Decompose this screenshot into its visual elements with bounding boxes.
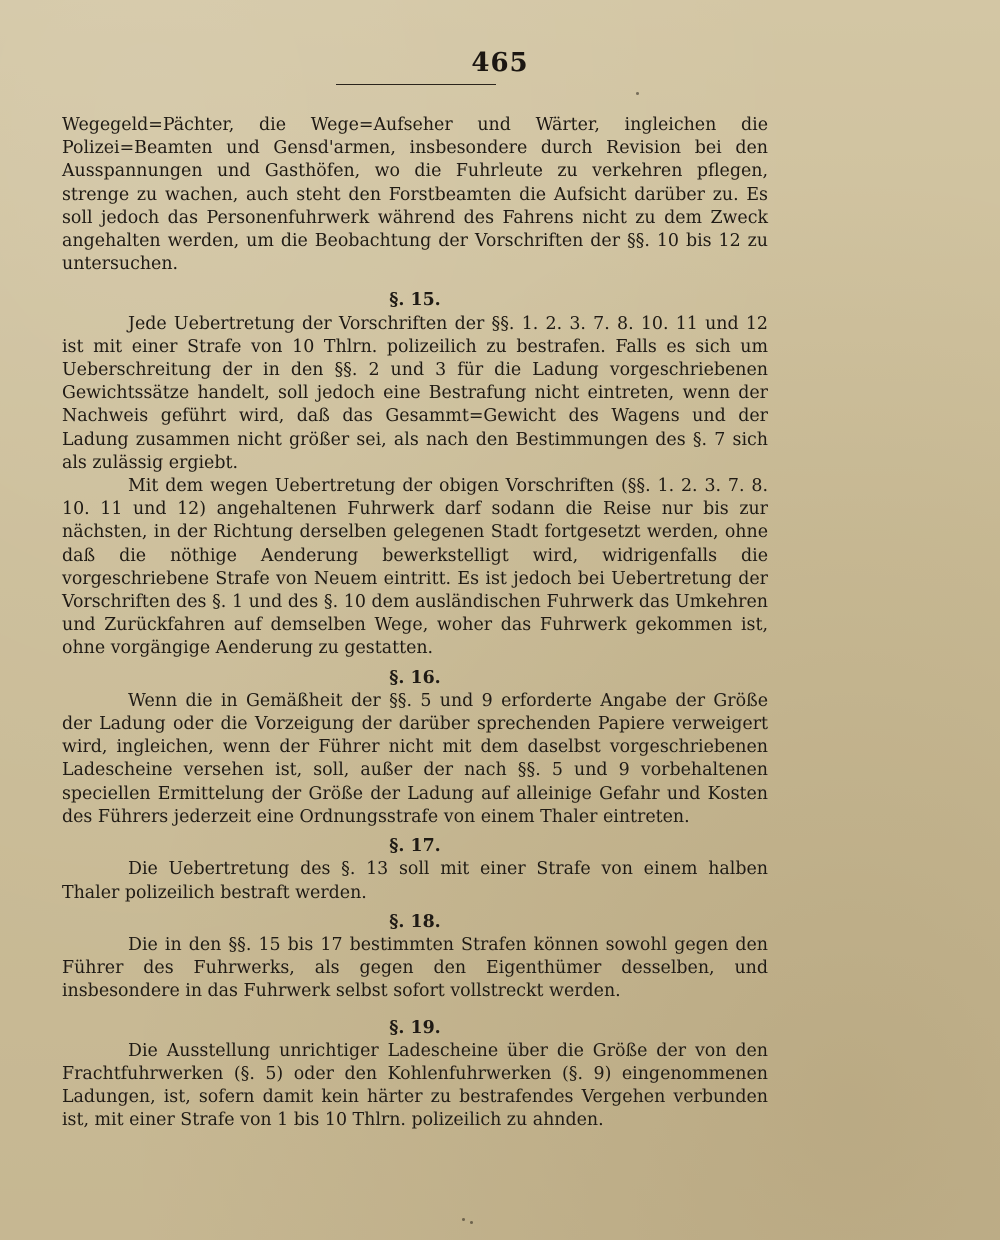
page-number: 465 (471, 48, 529, 78)
paragraph-17: Die Uebertretung des §. 13 soll mit einer Strafe von einem halben Thaler polizeilich bestraft werden. (62, 859, 768, 903)
page-header (0, 48, 1000, 78)
paragraph-15-2: Mit dem wegen Uebertretung der obigen Vorschriften (§§. 1. 2. 3. 7. 8. 10. 11 und 12) angehaltenen Fuhrwerk darf sodann die Reise nur bis zur nächsten, in der Richtung derselben gelegenen Stadt fortgesetzt werden, ohne daß die nöthige Aenderung bewerkstelligt wird, widrigenfalls die vorgeschriebene Strafe von Neuem eintritt. Es ist jedoch bei Uebertretung der Vorschriften des §. 1 und des §. 10 dem ausländischen Fuhrwerk das Umkehren und Zurückfahren auf demselben Wege, woher das Fuhrwerk gekommen ist, ohne vorgängige Aenderung zu gestatten. (62, 476, 768, 659)
section-heading-16: §. 16. (389, 667, 441, 688)
section-heading-15: §. 15. (389, 290, 441, 311)
paragraph-16: Wenn die in Gemäßheit der §§. 5 und 9 erforderte Angabe der Größe der Ladung oder die Vorzeigung der darüber sprechenden Papiere verweigert wird, ingleichen, wenn der Führer nicht mit dem daselbst vorgeschriebenen Ladescheine versehen ist, soll, außer der nach §§. 5 und 9 vorbehaltenen speciellen Ermittelung der Größe der Ladung auf alleinige Gefahr und Kosten des Führers jederzeit eine Ordnungsstrafe von einem Thaler eintreten. (62, 690, 768, 827)
section-heading-19: §. 19. (389, 1017, 441, 1038)
paragraph-continuation: Wegegeld=Pächter, die Wege=Aufseher und Wärter, ingleichen die Polizei=Beamten und Gensd'armen, insbesondere durch Revision bei den Ausspannungen und Gasthöfen, wo die Fuhrleute zu verkehren pflegen, strenge zu wachen, auch steht den Forstbeamten die Aufsicht darüber zu. Es soll jedoch das Personenfuhrwerk während des Fahrens nicht zu dem Zweck angehalten werden, um die Beobachtung der Vorschriften der §§. 10 bis 12 zu untersuchen. (62, 115, 768, 275)
document-body (62, 114, 768, 1133)
paragraph-19: Die Ausstellung unrichtiger Ladescheine über die Größe der von den Frachtfuhrwerken (§. 5) oder den Kohlenfuhrwerken (§. 9) eingenommenen Ladungen, ist, sofern damit kein härter zu bestrafendes Vergehen verbunden ist, mit einer Strafe von 1 bis 10 Thlrn. polizeilich zu ahnden. (62, 1040, 768, 1131)
ink-speck (636, 92, 639, 95)
section-heading-17: §. 17. (389, 836, 441, 857)
ink-speck (470, 1221, 473, 1224)
paragraph-15-1: Jede Uebertretung der Vorschriften der §§. 1. 2. 3. 7. 8. 10. 11 und 12 ist mit einer Strafe von 10 Thlrn. polizeilich zu bestrafen. Falls es sich um Ueberschreitung der in den §§. 2 und 3 für die Ladung vorgeschriebenen Gewichtssätze handelt, soll jedoch eine Bestrafung nicht eintreten, wenn der Nachweis geführt wird, daß das Gesammt=Gewicht des Wagens und der Ladung zusammen nicht größer sei, als nach den Bestimmungen des §. 7 sich als zulässig ergiebt. (62, 313, 768, 473)
paragraph-18: Die in den §§. 15 bis 17 bestimmten Strafen können sowohl gegen den Führer des Fuhrwerks, als gegen den Eigenthümer desselben, und insbesondere in das Fuhrwerk selbst sofort vollstreckt werden. (62, 934, 768, 1002)
ink-speck (462, 1218, 465, 1221)
header-rule (336, 84, 496, 85)
section-heading-18: §. 18. (389, 911, 441, 932)
